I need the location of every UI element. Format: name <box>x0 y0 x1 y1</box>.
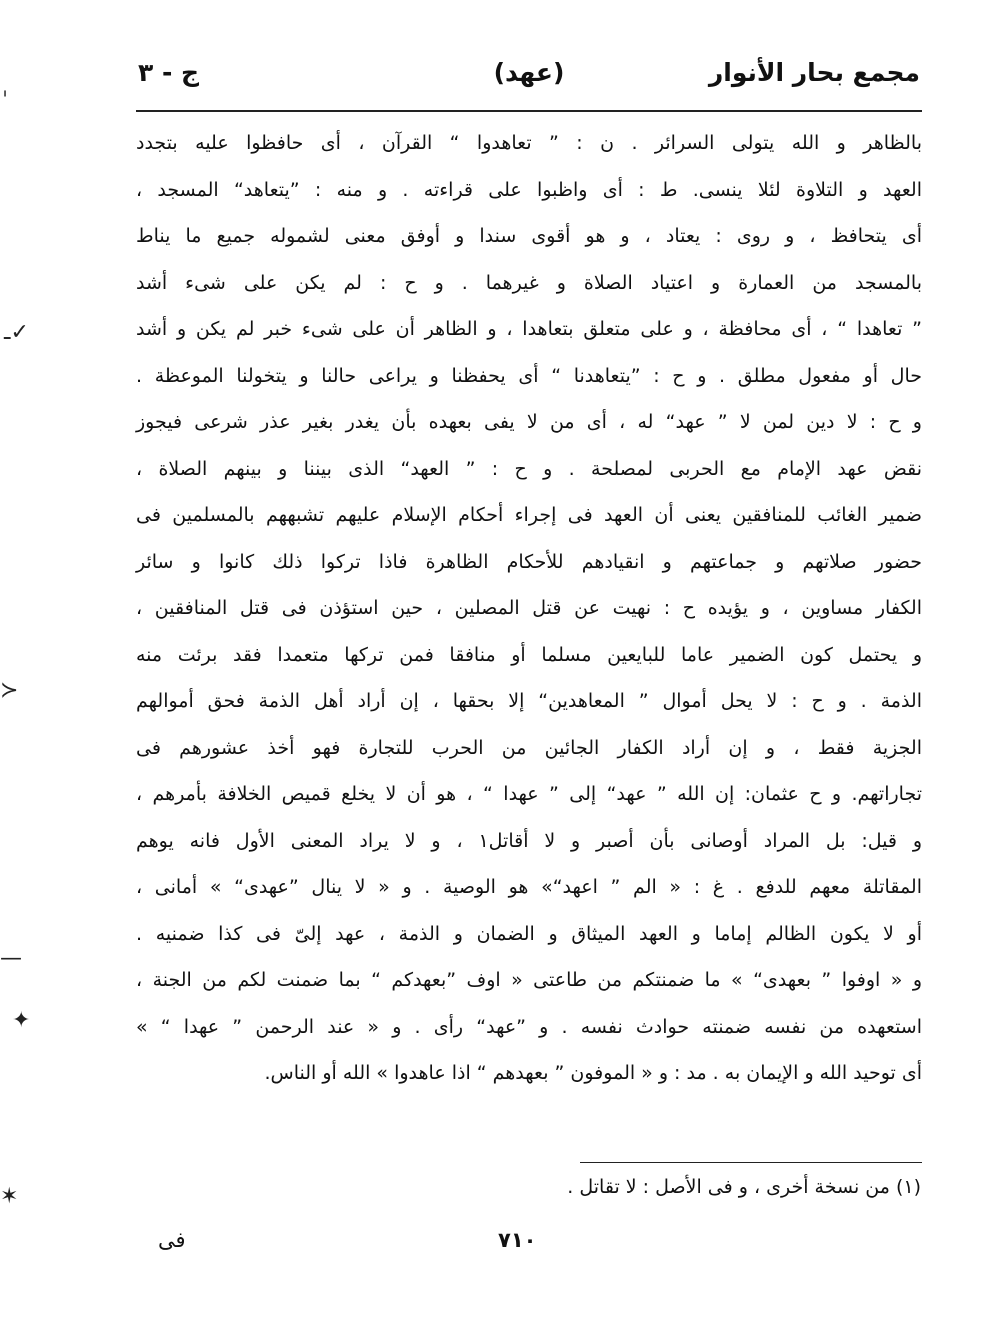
text-line: و ح : لا دين لمن لا ” عهد“ له ، أى من لا يفى بعهده بأن يغدر بغير عذر شرعى فيجوز <box>136 411 922 433</box>
text-line: أى توحيد الله و الإيمان به . مد : و « الموفون ” بعهدهم “ اذا عاهدوا » الله أو الناس. <box>264 1062 922 1084</box>
footnote-rule <box>580 1162 922 1163</box>
text-line: و قيل: بل المراد أوصانى بأن أصبر و لا أقاتل١ ، و لا يراد المعنى الأول فانه يوهم <box>136 829 923 852</box>
volume-label: ج - ٣ <box>138 58 200 87</box>
text-line: الجزية فقط ، و إن أراد الكفار الجائين من الحرب للتجارة فهو أخذ عشورهم فى <box>136 736 922 759</box>
page-number: ٧١٠ <box>498 1228 537 1252</box>
margin-dash-mark: — <box>0 946 22 971</box>
margin-star-mark: ✦ <box>12 1008 31 1033</box>
main-text <box>136 120 922 1097</box>
text-line: و يحتمل كون الضمير عاما للبايعين مسلما أو منافقا فمن تركها متعمدا فقد برئت منه <box>136 643 922 666</box>
running-header <box>138 58 920 98</box>
text-line: تجاراتهم. و ح عثمان: إن الله ” عهد“ إلى ” عهدا “ ، هو أن لا يخلع قميص الخلافة بأمرهم ، <box>136 783 922 805</box>
text-line: بالظاهر و الله يتولى السرائر . ن : ” تعاهدوا “ القرآن ، أى حافظوا عليه بتجدد <box>136 132 922 154</box>
text-line: الكفار مساوين ، و يؤيده ح : نهيت عن قتل المصلين ، حين استؤذن فى قتل المنافقين ، <box>136 597 922 619</box>
header-rule <box>136 110 922 112</box>
text-line: أو لا يكون الظالم إماما و العهد الميثاق و الضمان و الذمة ، عهد إلىّ فى كذا ضمنيه . <box>136 922 922 945</box>
text-line: العهد و التلاوة لئلا ينسى. ط : أى واظبوا على قراءته . و منه : ”يتعاهد“ المسجد ، <box>136 178 922 201</box>
text-line: بالمسجد من العمارة و اعتياد الصلاة و غيرهما . و ح : لم يكن على شىء أشد <box>136 271 922 294</box>
text-line: ” تعاهدا “ ، أى محافظة ، و على متعلق بتعاهدا ، و الظاهر أن على شىء خبر لم يكن و أشد <box>136 318 922 340</box>
footnote: (١) من نسخة أخرى ، و فى الأصل : لا تقاتل . <box>567 1176 921 1198</box>
catchword: فى <box>158 1228 186 1252</box>
margin-check-mark: ـ✓ <box>4 320 29 345</box>
text-line: حال أو مفعول مطلق . و ح : ”يتعاهدنا “ أى يحفظنا و يراعى حالنا و يتخولنا الموعظة . <box>136 364 922 387</box>
text-line: حضور صلاتهم و جماعتهم و انقيادهم للأحكام الظاهرة فاذا تركوا ذلك كانوا و سائر <box>136 550 922 573</box>
text-line: الذمة . و ح : لا يحل أموال ” المعاهدين“ إلا بحقها ، إن أراد أهل الذمة فحق أموالهم <box>136 690 922 712</box>
text-line: ضمير الغائب للمنافقين يعنى أن العهد فى إجراء أحكام الإسلام عليهم تشبههم بالمسلمين فى <box>136 504 922 526</box>
margin-star-mark: ✶ <box>0 1184 19 1209</box>
text-line: استعهده من نفسه ضمنته حوادث نفسه . و ”عهد“ رأى . و « عند الرحمن ” عهدا “ » <box>136 1015 922 1038</box>
margin-cross-mark: ≻ <box>0 678 19 703</box>
section-heading: (عهد) <box>493 58 565 87</box>
text-line: نقض عهد الإمام مع الحربى لمصلحة . و ح : ” العهد“ الذى بيننا و بينهم الصلاة ، <box>136 457 922 480</box>
text-line: أى يتحافظ ، و روى : يعتاد ، و هو أقوى سندا و أوفق معنى لشموله جميع ما يناط <box>136 225 922 247</box>
text-line: و « اوفوا ” بعهدى“ » ما ضمنتكم من طاعتى « اوف ”بعهدكم “ بما ضمنت لكم من الجنة ، <box>136 969 922 991</box>
text-line: المقاتلة معهم للدفع . غ : « الم ” اعهد“» هو الوصية . و « لا ينال ”عهدى“ » أمانى ، <box>136 876 922 898</box>
margin-speck-mark: ˌ <box>2 74 9 99</box>
book-title: مجمع بحار الأنوار <box>708 58 920 87</box>
